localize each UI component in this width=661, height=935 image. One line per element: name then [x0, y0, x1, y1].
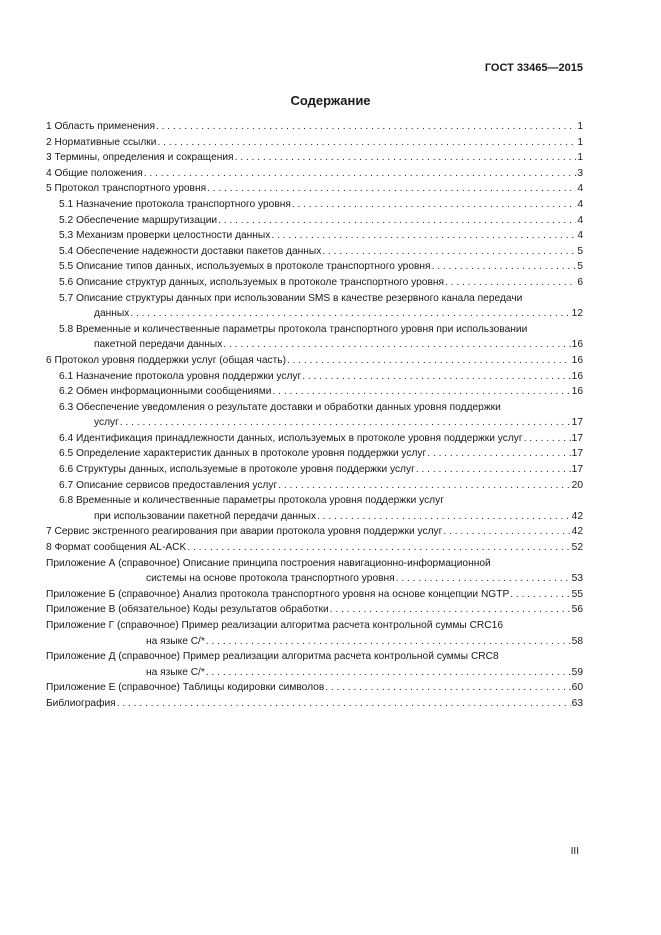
toc-entry-page: 4 [577, 198, 583, 210]
toc-leader-dots [317, 509, 571, 525]
toc-entry[interactable] [46, 244, 583, 260]
toc-entry-number: 6.3 [59, 401, 76, 413]
toc-entry-text [59, 213, 217, 229]
toc-entry-page: 60 [571, 682, 583, 694]
toc-entry[interactable] [46, 556, 583, 587]
toc-entry-number: 3 [46, 152, 55, 164]
toc-entry-text [46, 119, 155, 135]
toc-leader-dots [443, 524, 570, 540]
toc-entry-title: Термины, определения и сокращения [54, 152, 234, 164]
toc-entry-text [59, 244, 321, 260]
toc-entry-first-line [59, 400, 583, 416]
toc-leader-dots [223, 337, 570, 353]
toc-leader-dots [157, 135, 576, 151]
toc-entry-page: 56 [571, 604, 583, 616]
toc-entry-text [46, 181, 206, 197]
toc-entry-title-continued: услуг [94, 417, 119, 429]
toc-leader-dots [427, 446, 570, 462]
toc-entry-number: 5 [46, 183, 55, 195]
toc-entry-title: (справочное) Пример реализации алгоритма расчета контрольной суммы CRC8 [118, 651, 499, 663]
toc-entry-title: Механизм проверки целостности данных [76, 230, 271, 242]
page-number: III [570, 846, 579, 857]
toc-entry-text [46, 540, 186, 556]
toc-entry[interactable] [46, 446, 583, 462]
toc-entry-number: 8 [46, 542, 55, 554]
toc-entry-text [46, 353, 286, 369]
toc-entry-page: 4 [577, 230, 583, 242]
toc-entry-text [59, 446, 426, 462]
toc-entry-page: 16 [571, 354, 583, 366]
toc-entry-title-continued: системы на основе протокола транспортного уровня [146, 573, 395, 585]
toc-entry-title-continued: при использовании пакетной передачи данных [94, 510, 317, 522]
toc-entry-page: 1 [577, 121, 583, 132]
toc-entry-title: Сервис экстренного реагирования при аварии протокола уровня поддержки услуг [54, 526, 443, 538]
toc-entry-text [59, 369, 301, 385]
toc-entry-page: 17 [571, 448, 583, 460]
toc-entry-title: Определение характеристик данных в протоколе уровня поддержки услуг [76, 448, 427, 460]
toc-entry-number: Приложение Б [46, 588, 119, 600]
toc-entry-title: Формат сообщения AL-ACK [54, 542, 187, 554]
toc-entry-page: 16 [571, 339, 583, 351]
toc-entry-page: 63 [571, 697, 583, 709]
toc-leader-dots [235, 150, 577, 166]
toc-entry-number: 5.1 [59, 198, 76, 210]
toc-entry-text [59, 259, 431, 275]
toc-leader-dots [117, 696, 571, 712]
toc-leader-dots [278, 478, 570, 494]
toc-leader-dots [206, 634, 571, 650]
toc-entry[interactable] [46, 275, 583, 291]
toc-entry-title: Описание типов данных, используемых в протоколе транспортного уровня [76, 261, 431, 273]
toc-entry[interactable] [46, 462, 583, 478]
toc-leader-dots [144, 166, 577, 182]
toc-entry-text [59, 197, 291, 213]
toc-entry[interactable] [46, 353, 583, 369]
toc-entry-title-continued: пакетной передачи данных [94, 339, 223, 351]
toc-entry-page: 42 [571, 526, 583, 538]
toc-entry-number: 5.4 [59, 245, 76, 257]
toc-leader-dots [322, 244, 576, 260]
toc-entry-page: 5 [577, 261, 583, 273]
toc-entry-page: 53 [571, 573, 583, 585]
toc-entry-number: Приложение А [46, 557, 119, 569]
toc-leader-dots [156, 119, 576, 135]
toc-leader-dots [218, 213, 576, 229]
toc-entry-title: Протокол транспортного уровня [54, 183, 207, 195]
toc-entry-page: 52 [571, 542, 583, 554]
toc-entry-page: 12 [571, 308, 583, 320]
toc-entry[interactable] [46, 119, 583, 135]
toc-entry-text [59, 462, 415, 478]
toc-entry-page: 1 [577, 152, 583, 164]
toc-entry-text [59, 478, 277, 494]
toc-entry-number: 6.8 [59, 495, 76, 507]
toc-entry-text [46, 135, 156, 151]
toc-entry-text [46, 587, 509, 603]
table-of-contents [46, 119, 583, 712]
toc-entry[interactable] [46, 602, 583, 618]
toc-entry-text [46, 524, 442, 540]
toc-entry-first-line [46, 618, 583, 634]
toc-entry-first-line [59, 493, 583, 509]
toc-entry-text [46, 150, 234, 166]
toc-entry[interactable] [46, 431, 583, 447]
toc-entry[interactable] [46, 322, 583, 353]
document-code: ГОСТ 33465—2015 [484, 62, 583, 74]
toc-entry-number: 6.1 [59, 370, 76, 382]
toc-entry[interactable] [46, 540, 583, 556]
toc-entry-title: Временные и количественные параметры протокола уровня поддержки услуг [76, 495, 444, 507]
toc-entry-number: 6 [46, 354, 55, 366]
toc-entry-title: Библиография [46, 697, 116, 709]
toc-leader-dots [325, 680, 570, 696]
toc-entry[interactable] [46, 696, 583, 712]
toc-title: Содержание [290, 93, 371, 108]
toc-leader-dots [130, 306, 570, 322]
toc-entry-number: Приложение Д [46, 651, 119, 663]
toc-entry-page: 16 [571, 386, 583, 398]
toc-entry-title: Идентификация принадлежности данных, используемых в протоколе уровня поддержки услуг [76, 432, 523, 444]
toc-entry-title: Описание структур данных, используемых в протоколе транспортного уровня [76, 276, 445, 288]
toc-entry[interactable] [46, 135, 583, 151]
toc-entry-page: 59 [571, 666, 583, 678]
toc-entry-title: Обеспечение маршрутизации [76, 214, 218, 226]
toc-leader-dots [524, 431, 571, 447]
toc-entry-title-continued: на языке С/* [146, 666, 205, 678]
toc-entry-number: Приложение Г [46, 620, 117, 631]
toc-entry-title: Протокол уровня поддержки услуг (общая часть) [54, 354, 286, 366]
toc-entry-text [46, 166, 143, 182]
toc-leader-dots [273, 384, 571, 400]
toc-leader-dots [432, 259, 577, 275]
toc-entry-title: Обеспечение уведомления о результате доставки и обработки данных уровня поддержки [76, 401, 501, 413]
toc-leader-dots [206, 665, 571, 681]
toc-entry-title-continued: на языке С/* [146, 635, 205, 647]
toc-entry-number: 6.5 [59, 448, 76, 460]
toc-entry[interactable] [46, 291, 583, 322]
toc-entry-title: Временные и количественные параметры протокола транспортного уровня при использовании [76, 323, 528, 335]
toc-leader-dots [120, 415, 571, 431]
toc-entry-text [46, 696, 116, 712]
toc-entry-page: 55 [571, 588, 583, 600]
toc-entry-title: Нормативные ссылки [54, 136, 157, 148]
toc-leader-dots [510, 587, 570, 603]
toc-entry-page: 20 [571, 479, 583, 491]
toc-entry[interactable] [46, 587, 583, 603]
toc-entry[interactable] [46, 150, 583, 166]
toc-entry-title: (справочное) Анализ протокола транспортного уровня на основе концепции NGTP [118, 588, 510, 600]
toc-entry-first-line [59, 291, 583, 307]
toc-entry-number: 2 [46, 136, 55, 148]
toc-entry[interactable] [46, 181, 583, 197]
toc-entry-title: Область применения [54, 121, 155, 132]
toc-entry-page: 4 [577, 214, 583, 226]
toc-entry[interactable] [46, 197, 583, 213]
toc-entry[interactable] [46, 259, 583, 275]
toc-entry-first-line [46, 649, 583, 665]
toc-entry-number: 6.4 [59, 432, 76, 444]
toc-entry[interactable] [46, 213, 583, 229]
toc-entry-number: 5.2 [59, 214, 76, 226]
toc-entry-number: 6.2 [59, 386, 76, 398]
toc-entry-page: 58 [571, 635, 583, 647]
toc-entry-title: Назначение протокола транспортного уровня [76, 198, 291, 210]
toc-leader-dots [445, 275, 576, 291]
toc-entry-number: 7 [46, 526, 55, 538]
toc-entry-text [46, 680, 324, 696]
toc-entry-title: Обеспечение надежности доставки пакетов данных [76, 245, 322, 257]
toc-entry-text [46, 602, 329, 618]
toc-entry-text [59, 431, 523, 447]
toc-leader-dots [302, 369, 570, 385]
toc-entry-page: 17 [571, 432, 583, 444]
toc-entry-title: Обмен информационными сообщениями [76, 386, 272, 398]
toc-entry[interactable] [46, 228, 583, 244]
toc-entry-title: (справочное) Таблицы кодировки символов [118, 682, 325, 694]
toc-leader-dots [396, 571, 571, 587]
toc-entry-text [59, 275, 444, 291]
toc-entry-text [59, 228, 270, 244]
toc-entry-number: 6.7 [59, 479, 76, 491]
toc-leader-dots [330, 602, 571, 618]
toc-leader-dots [187, 540, 570, 556]
toc-entry-title: (справочное) Пример реализации алгоритма расчета контрольной суммы CRC16 [116, 620, 503, 631]
toc-entry-number: 5.8 [59, 323, 76, 335]
toc-entry[interactable] [46, 478, 583, 494]
toc-entry[interactable] [46, 649, 583, 680]
toc-entry-number: Приложение В [46, 604, 119, 616]
toc-leader-dots [287, 353, 571, 369]
toc-entry[interactable] [46, 493, 583, 524]
toc-entry-number: 5.6 [59, 276, 76, 288]
toc-entry-page: 6 [577, 276, 583, 288]
toc-entry-page: 4 [577, 183, 583, 195]
toc-entry[interactable] [46, 680, 583, 696]
toc-entry-title: Структуры данных, используемые в протоколе уровня поддержки услуг [76, 464, 415, 476]
toc-entry[interactable] [46, 524, 583, 540]
toc-leader-dots [292, 197, 576, 213]
toc-entry-number: Приложение Е [46, 682, 119, 694]
toc-entry-number: 5.5 [59, 261, 76, 273]
toc-leader-dots [271, 228, 576, 244]
toc-entry[interactable] [46, 400, 583, 431]
toc-entry-title: (справочное) Описание принципа построения навигационно-информационной [118, 557, 491, 569]
toc-entry-first-line [59, 322, 583, 338]
toc-leader-dots [416, 462, 571, 478]
toc-entry-first-line [46, 556, 583, 572]
toc-entry-page: 17 [571, 464, 583, 476]
toc-entry[interactable] [46, 384, 583, 400]
toc-entry-number: 4 [46, 167, 55, 179]
toc-entry-title-continued: данных [94, 308, 130, 320]
toc-entry-page: 5 [577, 245, 583, 257]
toc-entry-page: 17 [571, 417, 583, 429]
toc-entry-page: 16 [571, 370, 583, 382]
toc-entry-number: 6.6 [59, 464, 76, 476]
toc-entry[interactable] [46, 369, 583, 385]
toc-entry-page: 3 [577, 167, 583, 179]
toc-leader-dots [207, 181, 576, 197]
toc-entry-number: 5.7 [59, 292, 76, 304]
toc-entry-title: Описание структуры данных при использовании SMS в качестве резервного канала передачи [76, 292, 523, 304]
toc-entry-title: Назначение протокола уровня поддержки услуг [76, 370, 302, 382]
toc-entry[interactable] [46, 166, 583, 182]
toc-entry-title: Общие положения [54, 167, 143, 179]
toc-entry[interactable] [46, 618, 583, 649]
toc-entry-title: (обязательное) Коды результатов обработки [118, 604, 329, 616]
toc-entry-number: 5.3 [59, 230, 76, 242]
toc-entry-text [59, 384, 272, 400]
toc-entry-page: 1 [577, 136, 583, 148]
toc-entry-page: 42 [571, 510, 583, 522]
toc-entry-number: 1 [46, 121, 55, 132]
toc-entry-title: Описание сервисов предоставления услуг [76, 479, 278, 491]
